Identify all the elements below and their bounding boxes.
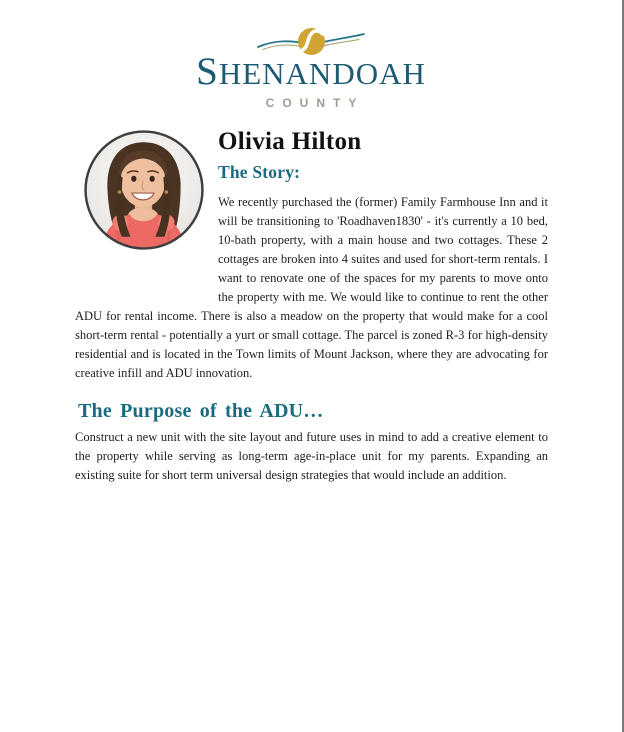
content-area — [75, 129, 548, 485]
story-heading: The Story: — [218, 162, 301, 183]
logo-block — [0, 0, 622, 110]
portrait-photo-icon — [83, 129, 205, 251]
profile-photo — [75, 129, 218, 299]
purpose-section — [75, 400, 548, 485]
profile-name: Olivia Hilton — [218, 127, 362, 155]
purpose-heading: The Purpose of the ADU… — [78, 400, 324, 423]
purpose-text: Construct a new unit with the site layout and future uses in mind to add a creative element to the property while serving as long-term age-in-place unit for my parents. Expanding an existing suite for short term universal design strategies that would include an addition. — [75, 430, 548, 483]
logo-name: SHENANDOAH — [196, 50, 426, 93]
story-text: We recently purchased the (former) Family Farmhouse Inn and it will be transitioning to 'Roadhaven1830' - it's currently a 10 bed, 10-bath property, with a main house and two cottages. These 2 cottages are broken into 4 suites and used for short-term rentals. I want to renovate one of the spaces for my parents to move onto the property with me. We would like to continue to rent the other ADU for rental income. There is also a meadow on the property that would make for a cool short-term rental - potentially a yurt or small cottage. The parcel is zoned R-3 for high-density residential and is located in the Town limits of Mount Jackson, where they are advocating for creative infill and ADU innovation. — [75, 195, 548, 381]
profile-section — [75, 129, 548, 383]
logo-county-label: COUNTY — [265, 95, 365, 110]
